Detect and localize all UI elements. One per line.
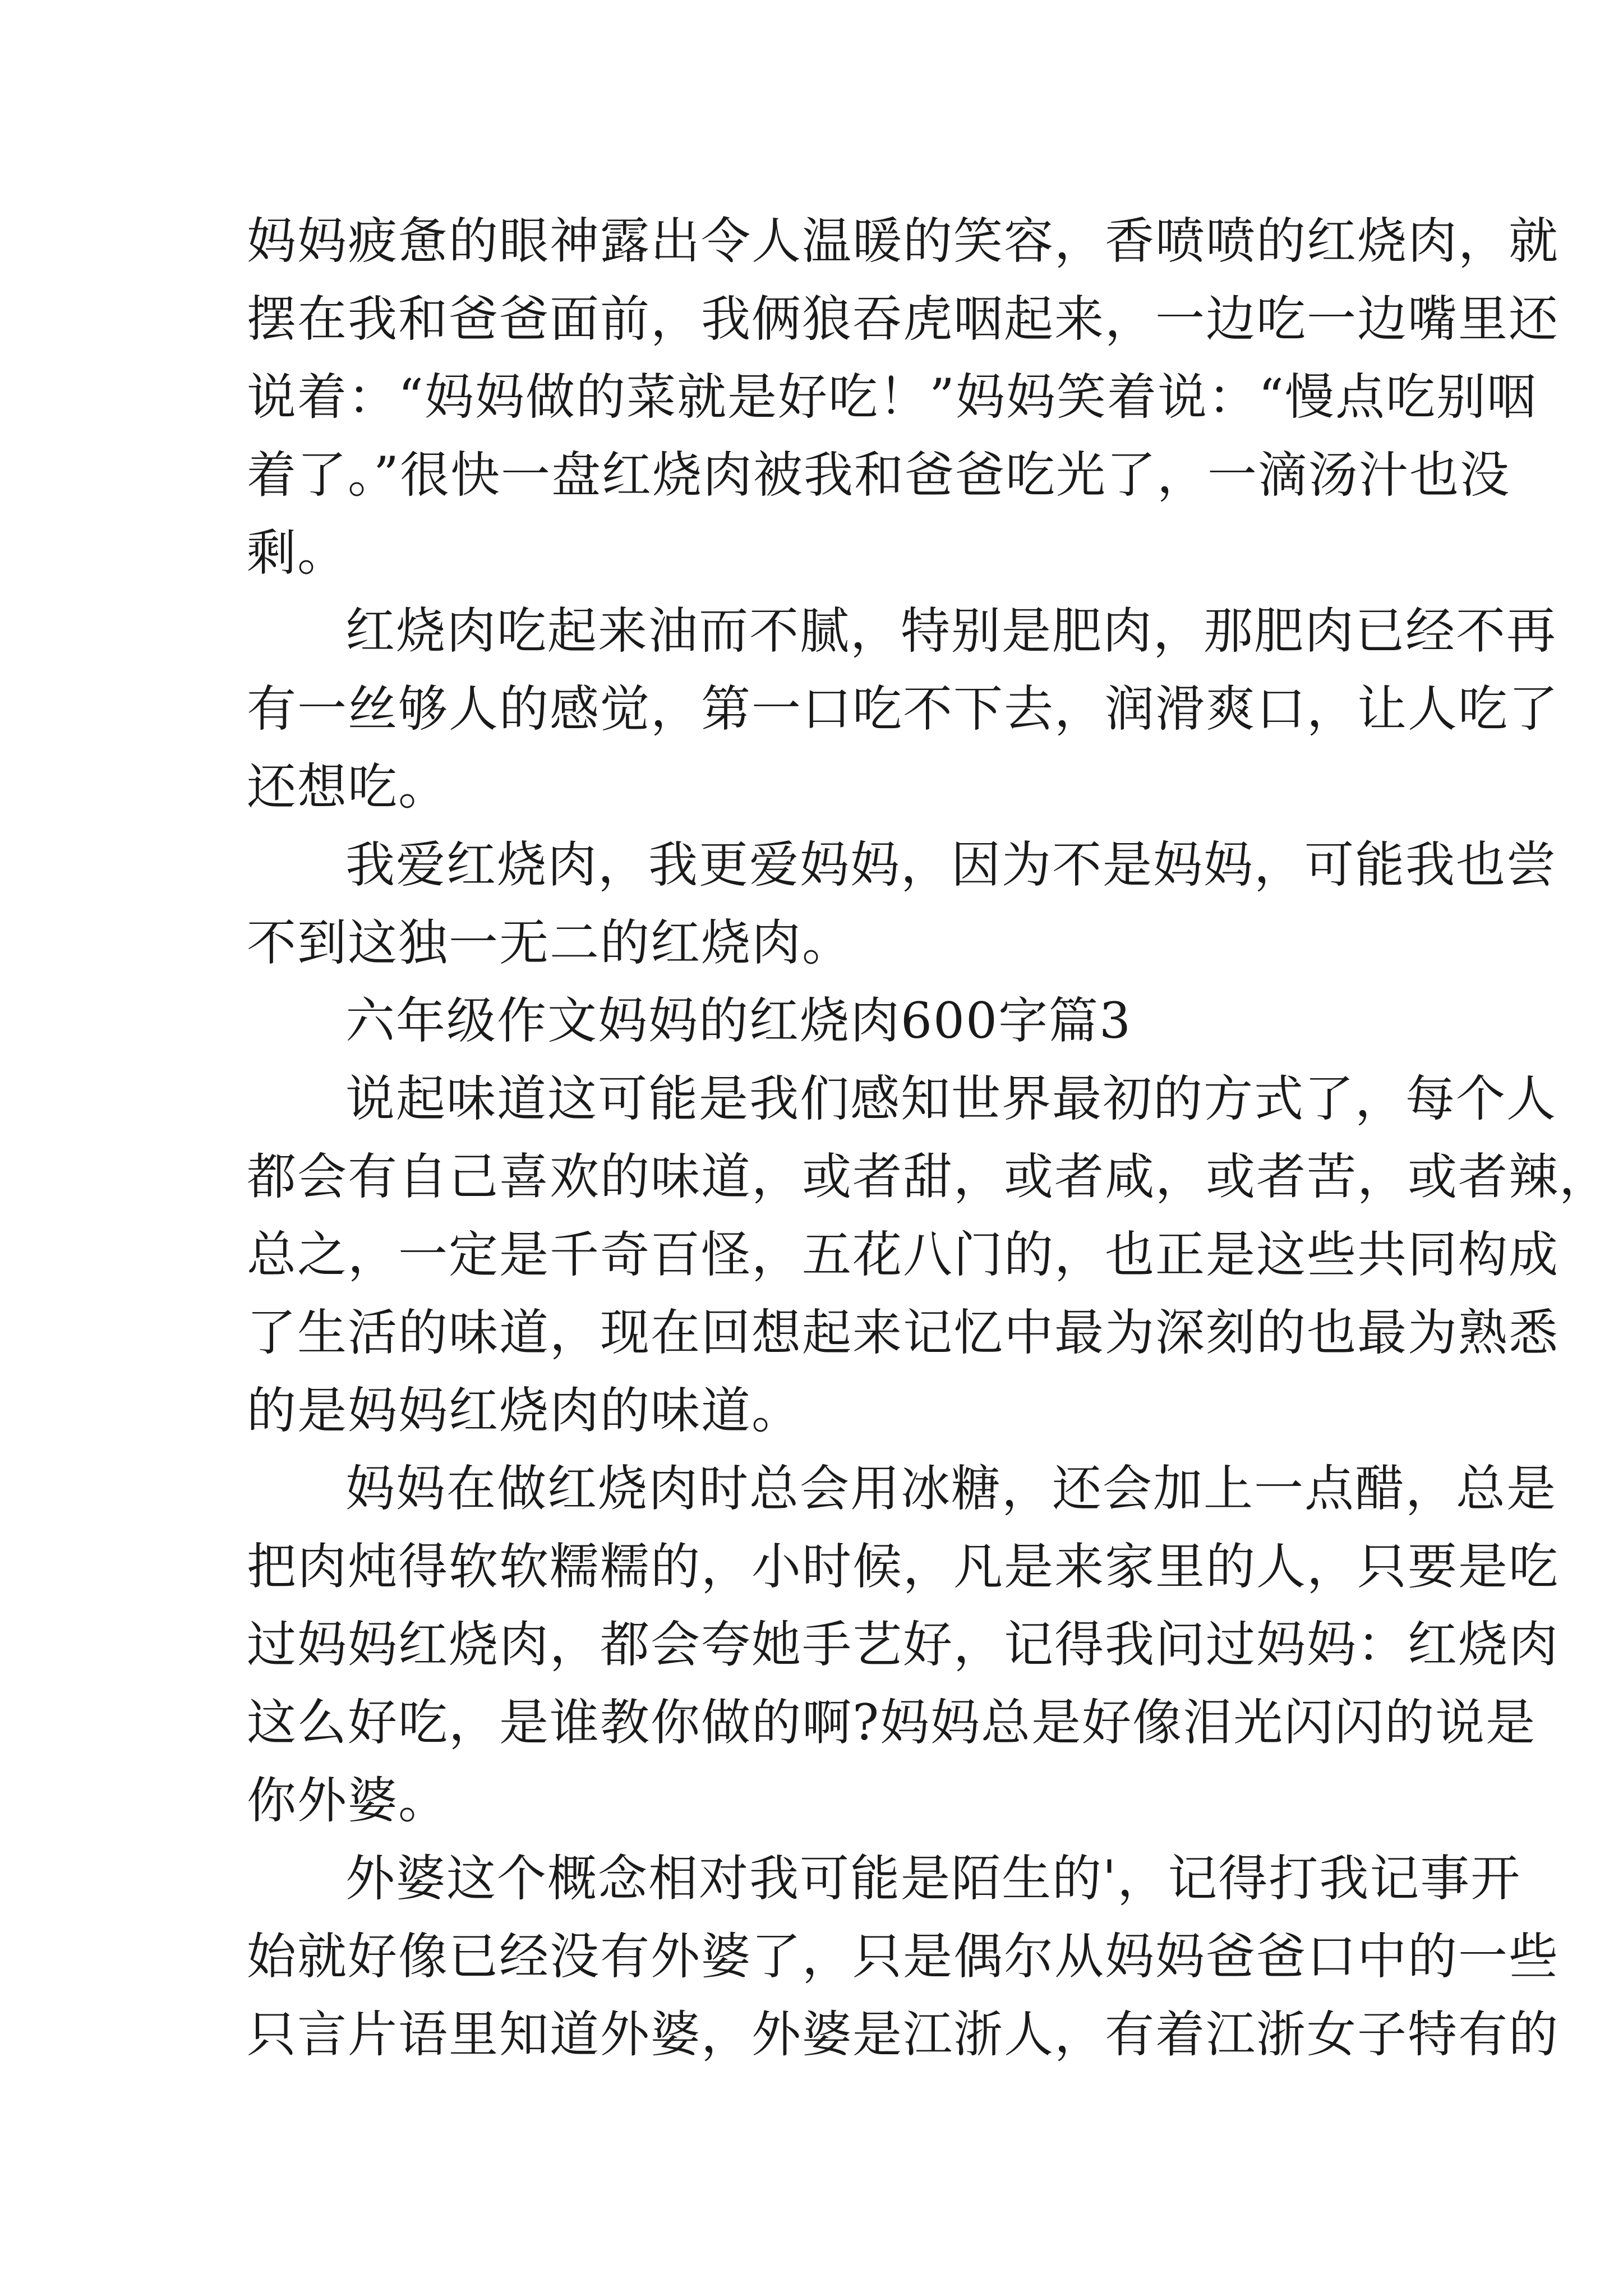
text-line: 说起味道这可能是我们感知世界最初的方式了，每个人 xyxy=(345,1070,1557,1128)
text-line: 了生活的味道，现在回想起来记忆中最为深刻的也最为熟悉 xyxy=(247,1304,1560,1361)
paragraph xyxy=(247,826,1557,982)
text-line: 外婆这个概念相对我可能是陌生的'，记得打我记事开 xyxy=(345,1849,1521,1907)
text-line: 总之，一定是千奇百怪，五花八门的，也正是这些共同构成 xyxy=(247,1226,1560,1283)
text-line: 把肉炖得软软糯糯的，小时候，凡是来家里的人，只要是吃 xyxy=(247,1538,1560,1595)
text-line: 不到这独一无二的红烧肉。 xyxy=(247,914,853,972)
paragraph xyxy=(247,202,1560,592)
text-line: 妈妈疲惫的眼神露出令人温暖的笑容，香喷喷的红烧肉，就 xyxy=(247,212,1560,270)
text-line: 剩。 xyxy=(247,524,348,582)
document-body xyxy=(247,202,1610,2073)
text-line: 着了。”很快一盘红烧肉被我和爸爸吃光了，一滴汤汁也没 xyxy=(247,446,1510,504)
paragraph xyxy=(247,592,1560,826)
text-line: 始就好像已经没有外婆了，只是偶尔从妈妈爸爸口中的一些 xyxy=(247,1927,1560,1985)
text-line: 我爱红烧肉，我更爱妈妈，因为不是妈妈，可能我也尝 xyxy=(345,836,1557,894)
text-line: 妈妈在做红烧肉时总会用冰糖，还会加上一点醋，总是 xyxy=(345,1460,1557,1517)
text-line: 摆在我和爸爸面前，我俩狼吞虎咽起来，一边吃一边嘴里还 xyxy=(247,290,1560,348)
text-line: 过妈妈红烧肉，都会夸她手艺好，记得我问过妈妈：红烧肉 xyxy=(247,1616,1560,1673)
text-line: 红烧肉吃起来油而不腻，特别是肥肉，那肥肉已经不再 xyxy=(345,602,1557,660)
heading-text: 六年级作文妈妈的红烧肉600字篇3 xyxy=(345,992,1132,1050)
paragraph xyxy=(247,1450,1560,1839)
text-line: 的是妈妈红烧肉的味道。 xyxy=(247,1382,803,1439)
paragraph xyxy=(247,1060,1610,1450)
text-line: 说着：“妈妈做的菜就是好吃！”妈妈笑着说：“慢点吃别咽 xyxy=(247,368,1537,426)
text-line: 还想吃。 xyxy=(247,758,449,816)
text-line: 你外婆。 xyxy=(247,1772,449,1829)
text-line: 有一丝够人的感觉，第一口吃不下去，润滑爽口，让人吃了 xyxy=(247,680,1560,738)
section-heading xyxy=(247,982,1396,1060)
text-line: 只言片语里知道外婆，外婆是江浙人，有着江浙女子特有的 xyxy=(247,2005,1560,2063)
paragraph xyxy=(247,1839,1560,2073)
text-line: 这么好吃，是谁教你做的啊?妈妈总是好像泪光闪闪的说是 xyxy=(247,1694,1537,1751)
text-line: 都会有自己喜欢的味道，或者甜，或者咸，或者苦，或者辣， xyxy=(247,1148,1610,1205)
